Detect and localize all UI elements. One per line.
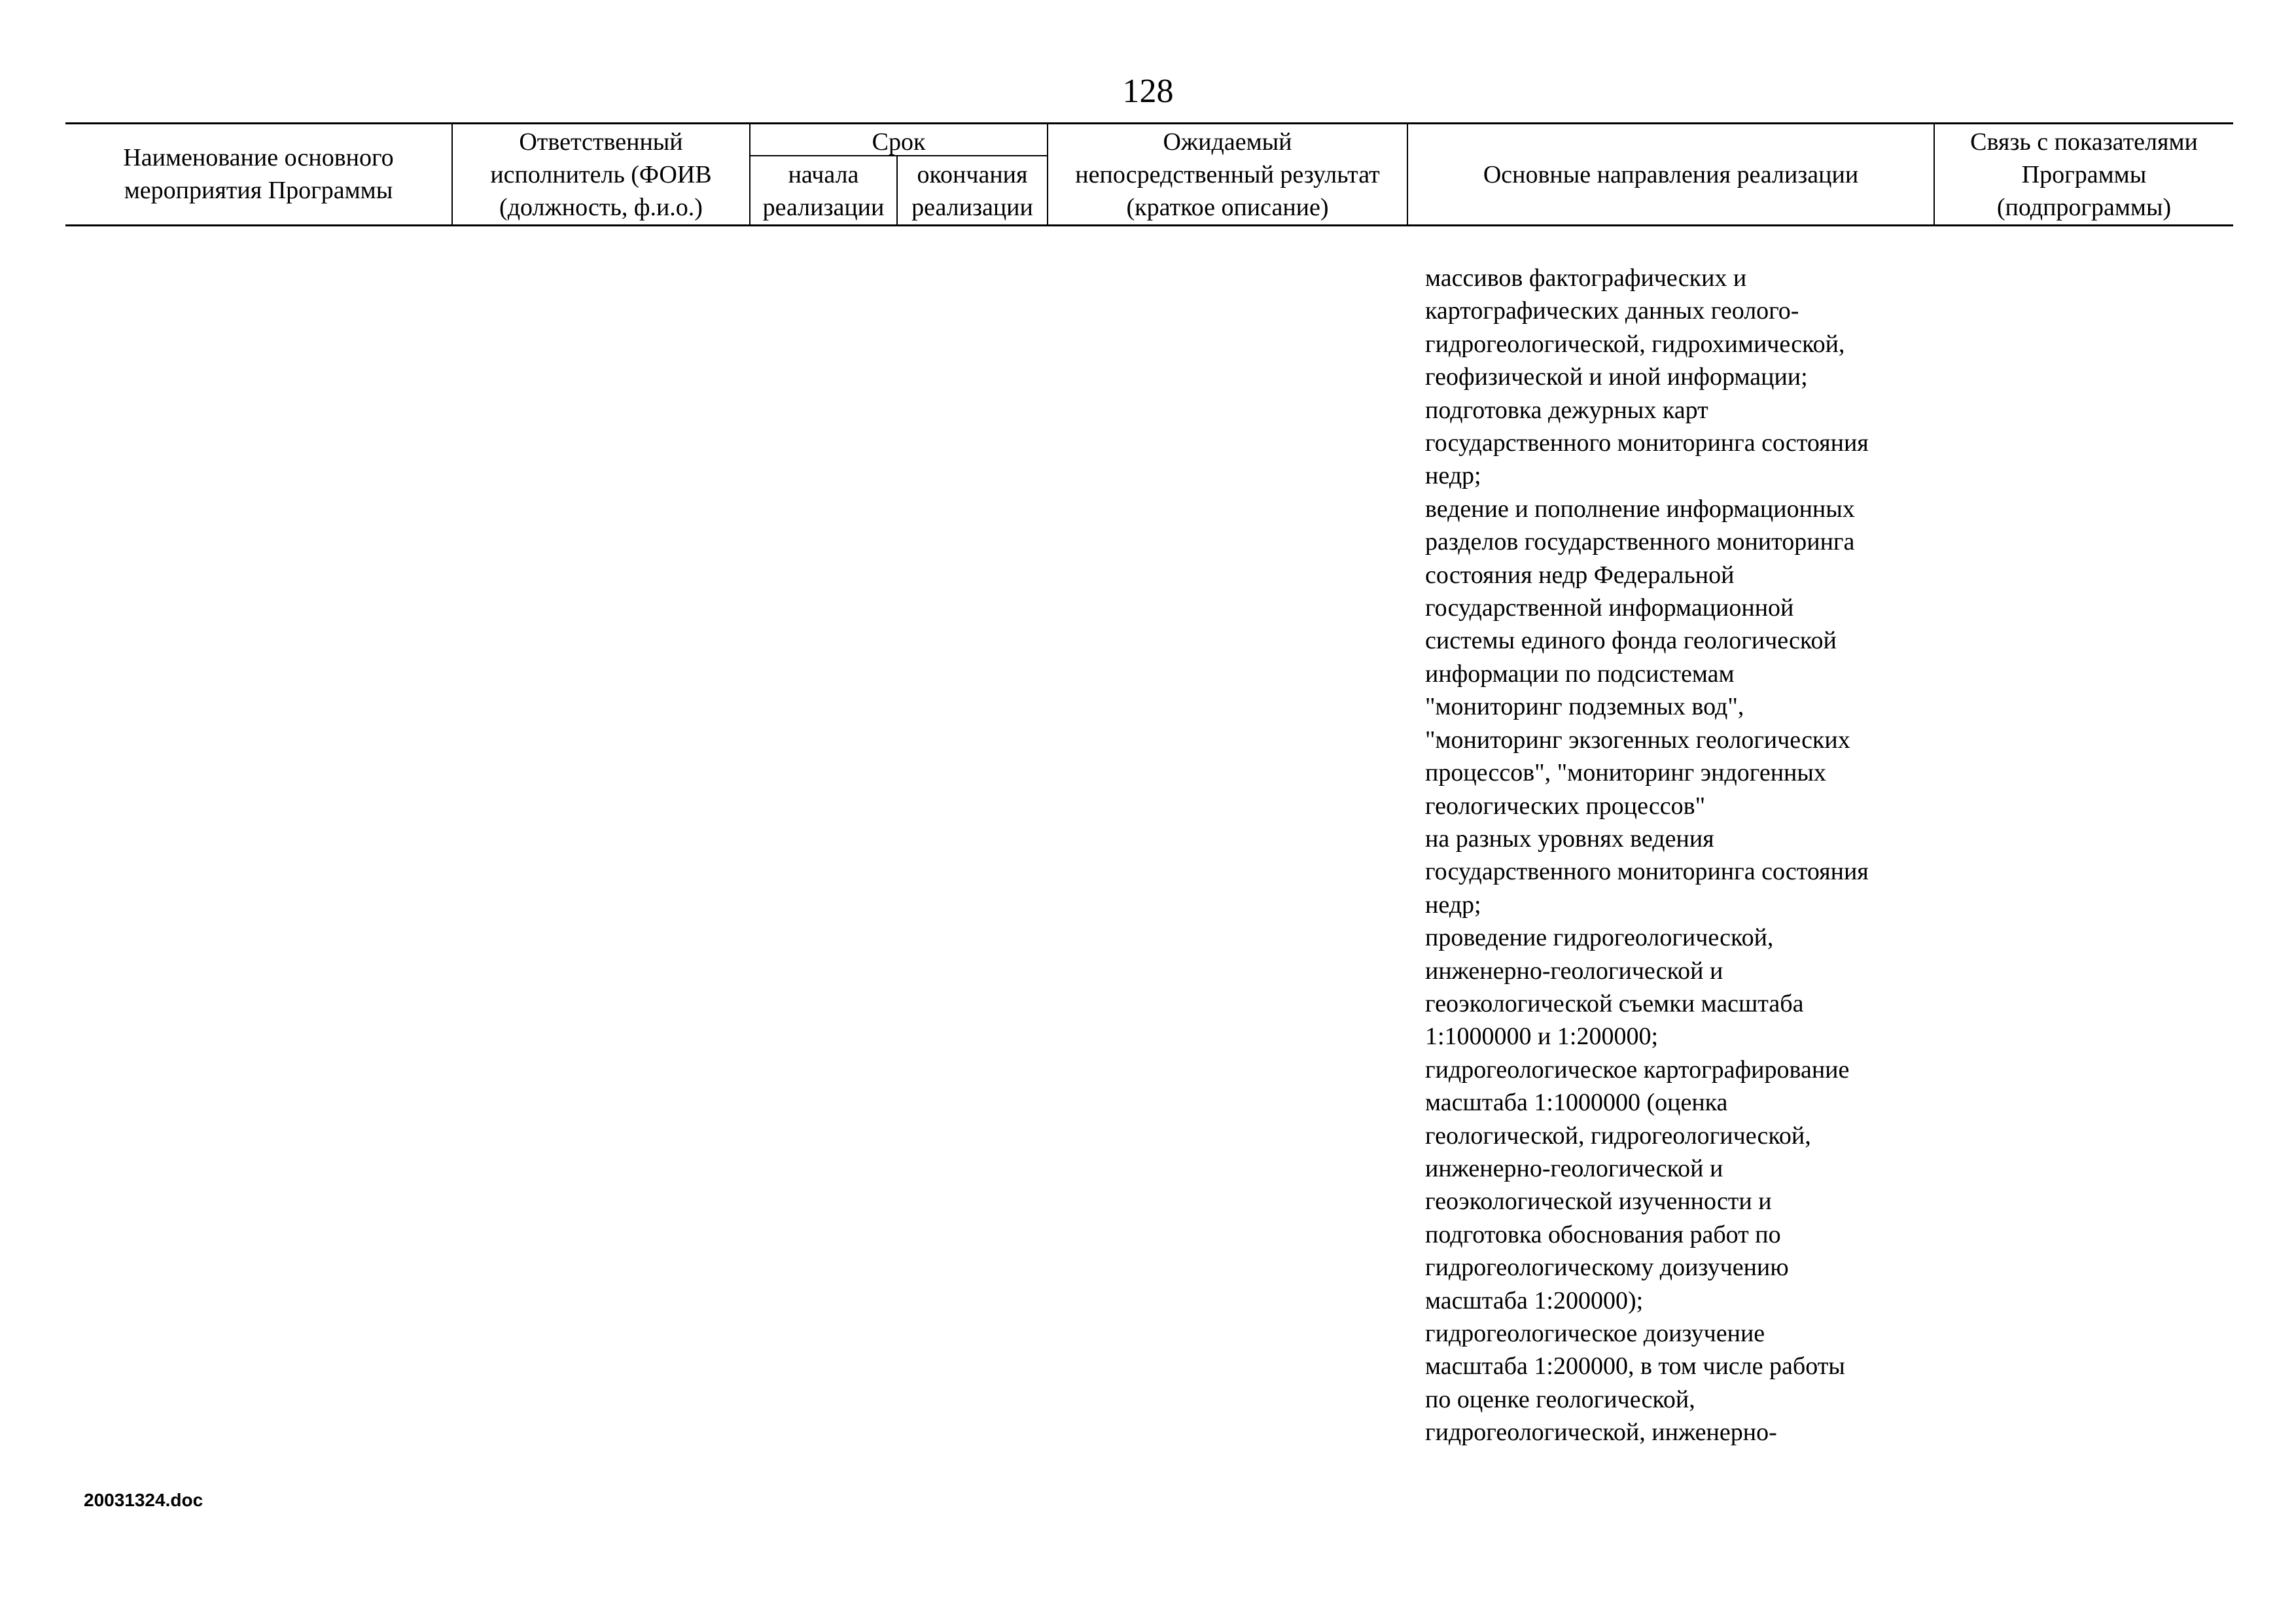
directions-line: проведение гидрогеологической, (1425, 924, 1774, 952)
directions-line: геоэкологической съемки масштаба (1425, 989, 1804, 1017)
directions-line: инженерно-геологической и (1425, 957, 1723, 985)
page-number: 128 (1122, 73, 1174, 110)
directions-text (1425, 262, 1949, 1449)
directions-line: "мониторинг экзогенных геологических (1425, 726, 1850, 754)
directions-line: гидрогеологическое доизучение (1425, 1320, 1765, 1347)
directions-line: подготовка обоснования работ по (1425, 1220, 1781, 1248)
directions-line: недр; (1425, 890, 1481, 919)
directions-line: масштаба 1:200000); (1425, 1286, 1644, 1314)
directions-line: гидрогеологической, инженерно- (1425, 1419, 1777, 1447)
header-end: окончания реализации (911, 161, 1033, 221)
directions-line: на разных уровнях ведения (1425, 824, 1714, 853)
directions-line: гидрогеологическое картографирование (1425, 1055, 1850, 1084)
directions-line: ведение и пополнение информационных (1425, 495, 1855, 523)
header-executor: Ответственный исполнитель (ФОИВ (должность, ф.и.о.) (490, 128, 712, 221)
header-top-rule (65, 122, 2233, 124)
header-indicators: Связь с показателями Программы (подпрограммы) (1970, 128, 2198, 221)
directions-line: процессов", "мониторинг эндогенных (1425, 759, 1826, 787)
directions-line: государственного мониторинга состояния (1425, 429, 1869, 457)
directions-line: инженерно-геологической и (1425, 1154, 1723, 1182)
directions-line: геологических процессов" (1425, 792, 1706, 820)
directions-line: информации по подсистемам (1425, 660, 1735, 688)
directions-line: подготовка дежурных карт (1425, 396, 1708, 424)
header-activity: Наименование основного мероприятия Программы (123, 144, 394, 204)
directions-line: масштаба 1:200000, в том числе работы (1425, 1352, 1845, 1381)
header-directions: Основные направления реализации (1483, 161, 1859, 188)
directions-line: геологической, гидрогеологической, (1425, 1121, 1811, 1150)
directions-line: разделов государственного мониторинга (1425, 528, 1855, 556)
directions-line: гидрогеологическому доизучению (1425, 1254, 1789, 1282)
directions-line: 1:1000000 и 1:200000; (1425, 1023, 1659, 1051)
directions-line: государственного мониторинга состояния (1425, 858, 1869, 886)
directions-line: масштаба 1:1000000 (оценка (1425, 1089, 1728, 1117)
header-bottom-rule (65, 224, 2233, 226)
footer-filename: 20031324.doc (84, 1490, 203, 1510)
directions-line: геофизической и иной информации; (1425, 363, 1808, 391)
header-start: начала реализации (762, 161, 885, 221)
directions-line: недр; (1425, 462, 1481, 490)
directions-line: гидрогеологической, гидрохимической, (1425, 330, 1845, 358)
header-term: Срок (872, 128, 926, 156)
header-result: Ожидаемый непосредственный результат (краткое описание) (1075, 128, 1380, 221)
directions-line: по оценке геологической, (1425, 1385, 1695, 1413)
directions-line: массивов фактографических и (1425, 264, 1747, 292)
directions-line: "мониторинг подземных вод", (1425, 693, 1744, 721)
directions-line: картографических данных геолого- (1425, 297, 1799, 325)
directions-line: системы единого фонда геологической (1425, 627, 1837, 655)
directions-line: геоэкологической изученности и (1425, 1188, 1772, 1216)
directions-line: состояния недр Федеральной (1425, 561, 1735, 589)
directions-line: государственной информационной (1425, 594, 1794, 622)
